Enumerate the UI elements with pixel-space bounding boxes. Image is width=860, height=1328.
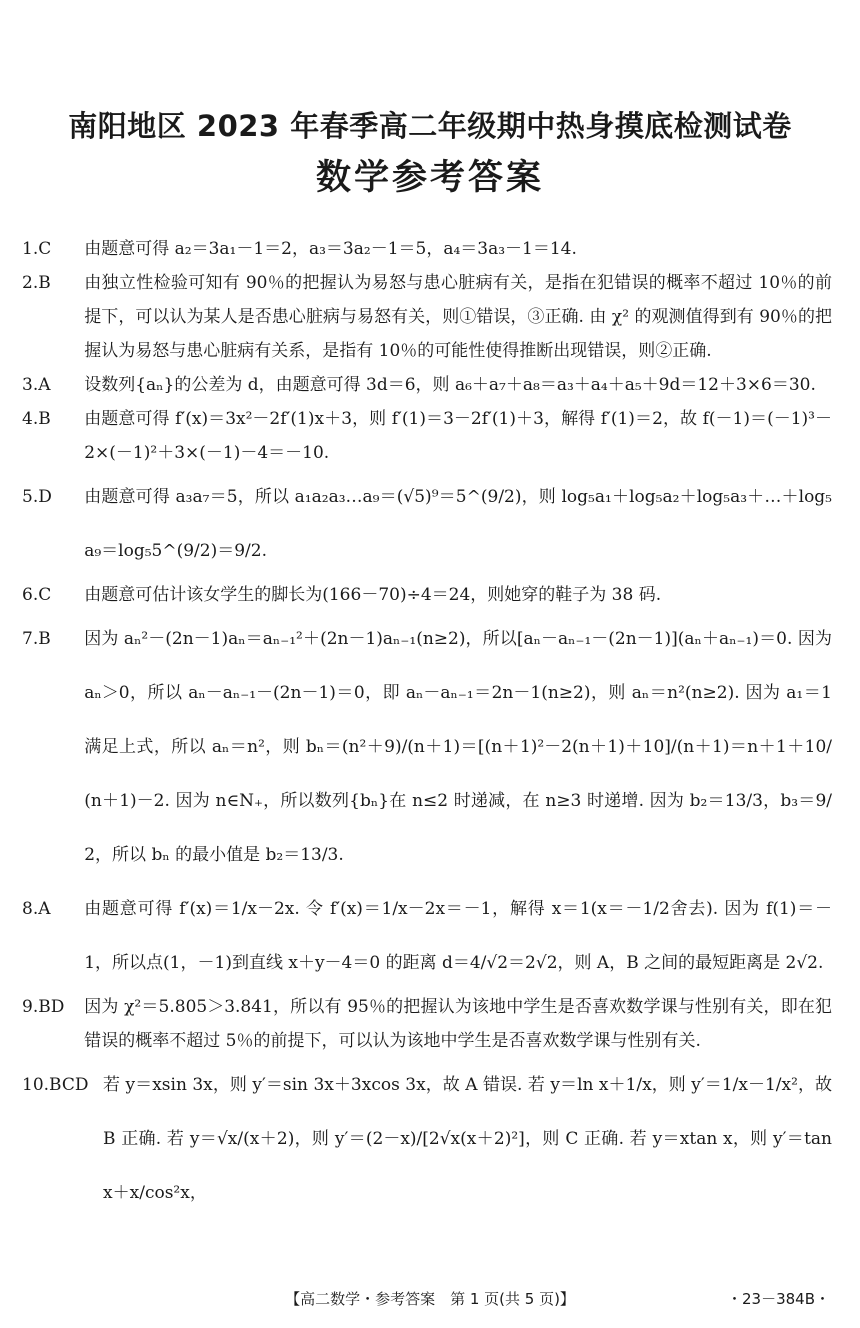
answer-number: 3. (22, 375, 39, 395)
answer-choice: D (38, 487, 52, 507)
answer-item-4 (22, 402, 832, 470)
answer-explanation: 设数列{aₙ}的公差为 d，由题意可得 3d＝6，则 a₆＋a₇＋a₈＝a₃＋a₄＋a₅＋9d＝12＋3×6＝30. (84, 375, 816, 395)
answer-choice: B (38, 629, 51, 649)
answer-choice: C (38, 585, 52, 605)
answer-item-5 (22, 470, 832, 578)
document-title: 南阳地区 2023 年春季高二年级期中热身摸底检测试卷 (68, 109, 792, 143)
answer-number: 8. (22, 899, 39, 919)
answer-number: 7. (22, 629, 39, 649)
answer-item-1 (22, 232, 832, 266)
answer-item-9 (22, 990, 832, 1058)
answer-explanation: 由题意可得 a₃a₇＝5，所以 a₁a₂a₃…a₉＝(√5)⁹＝5^(9/2)，则 log₅a₁＋log₅a₂＋log₅a₃＋…＋log₅a₉＝log₅5^(9/2)＝9/2. (84, 487, 832, 561)
answer-explanation: 由题意可估计该女学生的脚长为(166－70)÷4＝24，则她穿的鞋子为 38 码. (84, 585, 662, 605)
answer-number: 2. (22, 273, 39, 293)
answer-item-10 (22, 1058, 832, 1220)
answer-choice: A (38, 375, 51, 395)
answer-choice: B (38, 273, 51, 293)
document-subtitle: 数学参考答案 (315, 158, 544, 198)
answer-explanation: 由题意可得 f′(x)＝1/x－2x. 令 f′(x)＝1/x－2x＝－1，解得 x＝1(x＝－1/2舍去). 因为 f(1)＝－1，所以点(1，－1)到直线 x＋y－4＝0 的距离 d＝4/√2＝2√2，则 A，B 之间的最短距离是 2√2. (84, 899, 832, 973)
answer-list (22, 232, 832, 1220)
answer-item-8 (22, 882, 832, 990)
answer-choice: B (38, 409, 51, 429)
answer-number: 10. (22, 1075, 50, 1095)
answer-explanation: 因为 χ²＝5.805＞3.841，所以有 95％的把握认为该地中学生是否喜欢数学课与性别有关，即在犯错误的概率不超过 5％的前提下，可以认为该地中学生是否喜欢数学课与性别有关. (84, 997, 832, 1051)
answer-choice: A (38, 899, 51, 919)
answer-number: 4. (22, 409, 39, 429)
answer-item-6 (22, 578, 832, 612)
answer-explanation: 由题意可得 a₂＝3a₁－1＝2，a₃＝3a₂－1＝5，a₄＝3a₃－1＝14. (84, 239, 577, 259)
answer-item-2 (22, 266, 832, 368)
answer-explanation: 若 y＝xsin 3x，则 y′＝sin 3x＋3xcos 3x，故 A 错误. 若 y＝ln x＋1/x，则 y′＝1/x－1/x²，故 B 正确. 若 y＝√x/(x＋2)，则 y′＝(2－x)/[2√x(x＋2)²]，则 C 正确. 若 y＝xtan x，则 y′＝tan x＋x/cos²x， (103, 1075, 832, 1203)
answer-number: 9. (22, 997, 39, 1017)
document-code: ・23－384B・ (726, 1290, 830, 1308)
answer-number: 1. (22, 239, 39, 259)
answer-explanation: 因为 aₙ²－(2n－1)aₙ＝aₙ₋₁²＋(2n－1)aₙ₋₁(n≥2)，所以[aₙ－aₙ₋₁－(2n－1)](aₙ＋aₙ₋₁)＝0. 因为 aₙ＞0，所以 aₙ－aₙ₋₁－(2n－1)＝0，即 aₙ－aₙ₋₁＝2n－1(n≥2)，则 aₙ＝n²(n≥2). 因为 a₁＝1 满足上式，所以 aₙ＝n²，则 bₙ＝(n²＋9)/(n＋1)＝[(n＋1)²－2(n＋1)＋10]/(n＋1)＝n＋1＋10/(n＋1)－2. 因为 n∈N₊，所以数列{bₙ}在 n≤2 时递减，在 n≥3 时递增. 因为 b₂＝13/3，b₃＝9/2，所以 bₙ 的最小值是 b₂＝13/3. (84, 629, 832, 865)
answer-number: 6. (22, 585, 39, 605)
answer-number: 5. (22, 487, 39, 507)
answer-item-7 (22, 612, 832, 882)
answer-explanation: 由题意可得 f′(x)＝3x²－2f′(1)x＋3，则 f′(1)＝3－2f′(1)＋3，解得 f′(1)＝2，故 f(－1)＝(－1)³－2×(－1)²＋3×(－1)－4＝－10. (84, 409, 832, 463)
answer-choice: C (38, 239, 52, 259)
answer-choice: BCD (49, 1075, 89, 1095)
answer-choice: BD (38, 997, 65, 1017)
answer-item-3 (22, 368, 832, 402)
page-footer: 【高二数学・参考答案 第 1 页(共 5 页)】 (285, 1290, 575, 1308)
answer-explanation: 由独立性检验可知有 90％的把握认为易怒与患心脏病有关，是指在犯错误的概率不超过 10％的前提下，可以认为某人是否患心脏病与易怒有关，则①错误，③正确. 由 χ² 的观测值得到有 90％的把握认为易怒与患心脏病有关系，是指有 10％的可能性使得推断出现错误，则②正确. (84, 273, 832, 361)
